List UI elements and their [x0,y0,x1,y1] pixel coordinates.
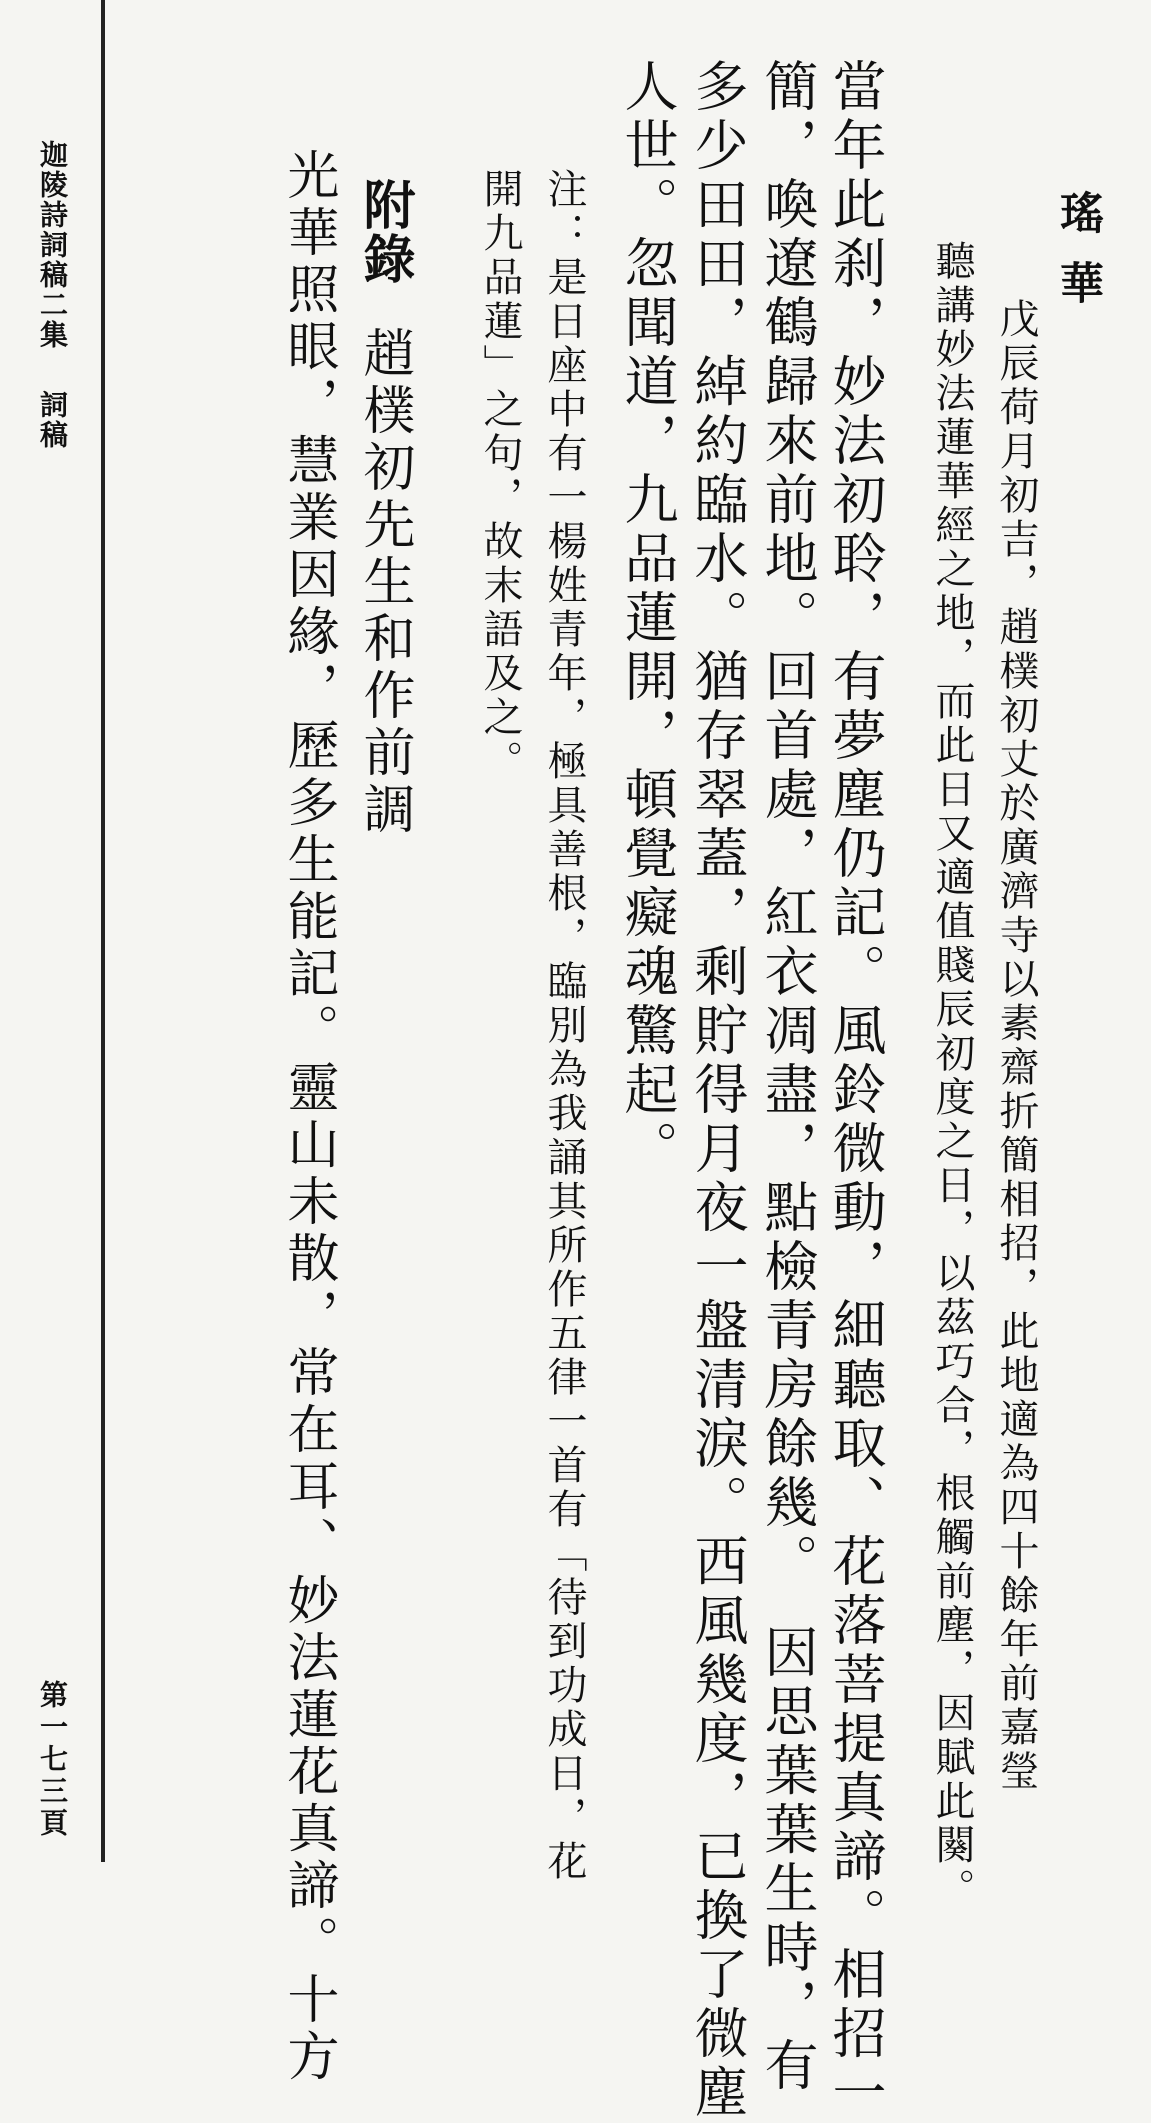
poem-line-4: 人世。忽聞道，九品蓮開，頓覺癡魂驚起。 [616,58,679,1179]
note-line-1: 注：是日座中有一楊姓青年，極具善根，臨別為我誦其所作五律一首有「待到功成日，花 [541,168,587,1884]
preface-line-1: 戊辰荷月初吉，趙樸初丈於廣濟寺以素齋折簡相招，此地適為四十餘年前嘉瑩 [993,298,1039,1794]
running-title [36,140,69,450]
poem-title: 瑤華 [1052,190,1103,330]
margin-rule [101,0,105,1862]
appendix-line-1: 光華照眼，慧業因緣，歷多生能記。靈山未散，常在耳、妙法蓮花真諦。十方 [278,148,338,2086]
appendix-label: 附錄 [354,178,415,286]
note-line-2: 開九品蓮」之句，故末語及之。 [477,168,523,784]
running-title-section: 詞稿 [36,390,69,450]
poem-line-2: 簡，喚遼鶴歸來前地。回首處，紅衣凋盡，點檢青房餘幾。 因思葉葉生時，有 [756,58,819,2096]
poem-line-1: 當年此刹，妙法初聆，有夢塵仍記。風鈴微動，細聽取、花落菩提真諦。相招一 [824,58,887,2123]
preface-line-2: 聽講妙法蓮華經之地，而此日又適值賤辰初度之日，以茲巧合，根觸前塵，因賦此闋。 [929,240,975,1912]
poem-line-3: 多少田田，綽約臨水。猶存翠蓋，剩貯得月夜一盤清淚。西風幾度，已換了微塵 [686,58,749,2123]
appendix-title: 趙樸初先生和作前調 [354,326,414,839]
appendix-heading [354,178,415,839]
page-number: 第一七三頁 [36,1680,69,1840]
running-title-book: 迦陵詩詞稿二集 [36,140,69,350]
